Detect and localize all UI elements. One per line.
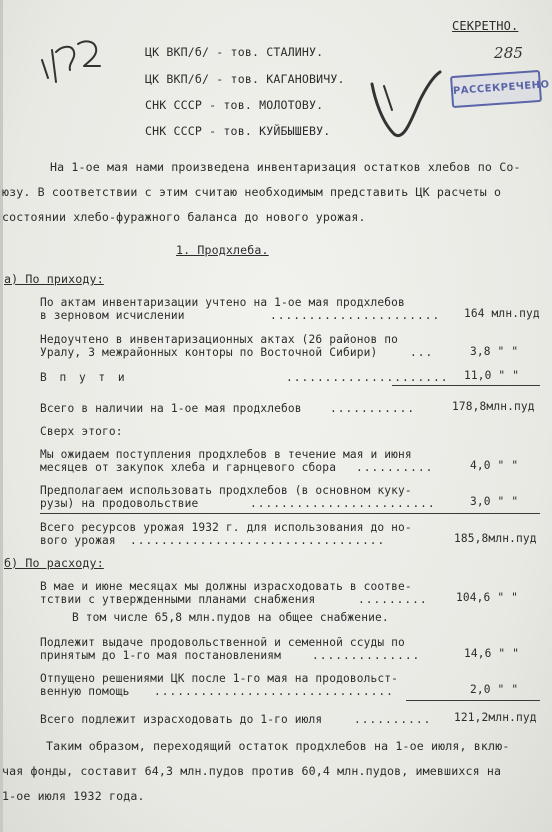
expense-heading: б) По расходу:	[4, 556, 104, 570]
leader-dots: ...........	[330, 402, 416, 415]
declassified-stamp	[450, 70, 550, 108]
leader-dots: ..........	[356, 461, 434, 474]
addressee-line: СНК СССР - тов. КУЙБЫШЕВУ.	[145, 124, 331, 138]
leader-dots: ........................	[250, 497, 436, 510]
grand-total-value: 185,8млн.пуд	[454, 532, 537, 545]
handwritten-resolution-mark	[372, 72, 440, 136]
income-item-value: 164 млн.пуд	[464, 307, 540, 320]
extra-item-value: 3,0 " "	[470, 495, 519, 508]
leader-dots: .........	[358, 593, 428, 606]
classification-label: СЕКРЕТНО.	[452, 19, 519, 33]
expense-item-text: В мае и июне месяцах мы должны израсходовать в соотве-	[40, 580, 412, 593]
leader-dots: .....................	[286, 371, 449, 384]
sum-rule	[40, 513, 540, 514]
section-title: 1. Продхлеба.	[176, 243, 269, 257]
expense-item-value: 2,0 " "	[470, 683, 519, 696]
expense-total-label: Всего подлежит израсходовать до 1-го июля	[40, 713, 323, 726]
conclusion-line: чая фонды, составит 64,3 млн.пудов против 60,4 млн.пудов, имевшихся на	[2, 764, 502, 778]
addressee-line: ЦК ВКП/б/ - тов. СТАЛИНУ.	[145, 45, 324, 59]
sum-rule	[406, 700, 540, 701]
income-item-text: По актам инвентаризации учтено на 1-ое мая продхлебов	[40, 296, 405, 309]
leader-dots: ..............	[312, 649, 421, 662]
income-item-value: 3,8 " "	[470, 345, 519, 358]
income-total-label: Всего в наличии на 1-ое мая продхлебов	[40, 402, 302, 415]
expense-item-value: 104,6 " "	[456, 591, 518, 604]
income-item-text: Уралу, 3 межрайонных конторы по Восточной Сибири)	[40, 346, 378, 359]
extra-item-value: 4,0 " "	[470, 459, 519, 472]
extra-item-text: рузы) на продовольствие	[40, 497, 199, 510]
leader-dots: .................................	[130, 534, 386, 547]
intro-line: На 1-ое мая нами произведена инвентаризация остатков хлебов по Со-	[50, 160, 521, 174]
leader-dots: ......................	[270, 309, 441, 322]
conclusion-line: Таким образом, переходящий остаток продхлебов на 1-ое июля, вклю-	[46, 739, 510, 753]
intro-line: состоянии хлебо-фуражного баланса до нового урожая.	[2, 210, 366, 224]
expense-item-text: Отпущено решениями ЦК после 1-го мая на продовольст-	[40, 672, 399, 685]
handwritten-checkmark	[384, 86, 392, 110]
grand-total-text: Всего ресурсов урожая 1932 г. для использования до но-	[40, 521, 412, 534]
expense-item-text: венную помощь	[40, 685, 130, 698]
income-heading: а) По приходу:	[4, 272, 104, 286]
income-total-value: 178,8млн.пуд	[452, 400, 535, 413]
expense-total-value: 121,2млн.пуд	[454, 711, 537, 724]
addressee-line: ЦК ВКП/б/ - тов. КАГАНОВИЧУ.	[145, 72, 345, 86]
expense-item-text: Подлежит выдаче продовольственной и семенной ссуды по	[40, 636, 405, 649]
addressee-line: СНК СССР - тов. МОЛОТОВУ.	[145, 98, 324, 112]
extra-item-text: месяцев от закупок хлеба и гарнцевого сбора	[40, 461, 337, 474]
expense-item-value: 14,6 " "	[464, 647, 520, 660]
expense-item-text: принятым до 1-го мая постановлениям	[40, 649, 281, 662]
besides-label: Сверх этого:	[40, 425, 123, 438]
expense-item-text: тствии с утвержденными планами снабжения	[40, 593, 316, 606]
leader-dots: ...	[410, 346, 434, 359]
grand-total-text: вого урожая	[40, 534, 116, 547]
extra-item-text: Мы ожидаем поступления продхлебов в течение мая и июня	[40, 448, 412, 461]
stamp-text: РАССЕКРЕЧЕНО	[452, 79, 550, 97]
handwritten-page-number: 285	[494, 44, 524, 62]
income-item-text: в зерновом исчислении	[40, 309, 185, 322]
conclusion-line: 1-ое июля 1932 года.	[2, 789, 145, 803]
leader-dots: ..........	[354, 713, 432, 726]
intro-line: юзу. В соответствии с этим считаю необходимым представить ЦК расчеты о	[2, 185, 502, 199]
handwritten-scribble-left	[42, 41, 100, 82]
income-item-text: В п у т и	[40, 371, 128, 384]
expense-note: В том числе 65,8 млн.пудов на общее снабжение.	[72, 611, 389, 624]
extra-item-text: Предполагаем использовать продхлебов (в основном куку-	[40, 484, 412, 497]
sum-rule	[392, 385, 540, 386]
income-item-text: Недоучтено в инвентаризационных актах (26 районов по	[40, 333, 399, 346]
income-item-value: 11,0 " "	[464, 369, 520, 382]
leader-dots: ...............................	[154, 685, 394, 698]
